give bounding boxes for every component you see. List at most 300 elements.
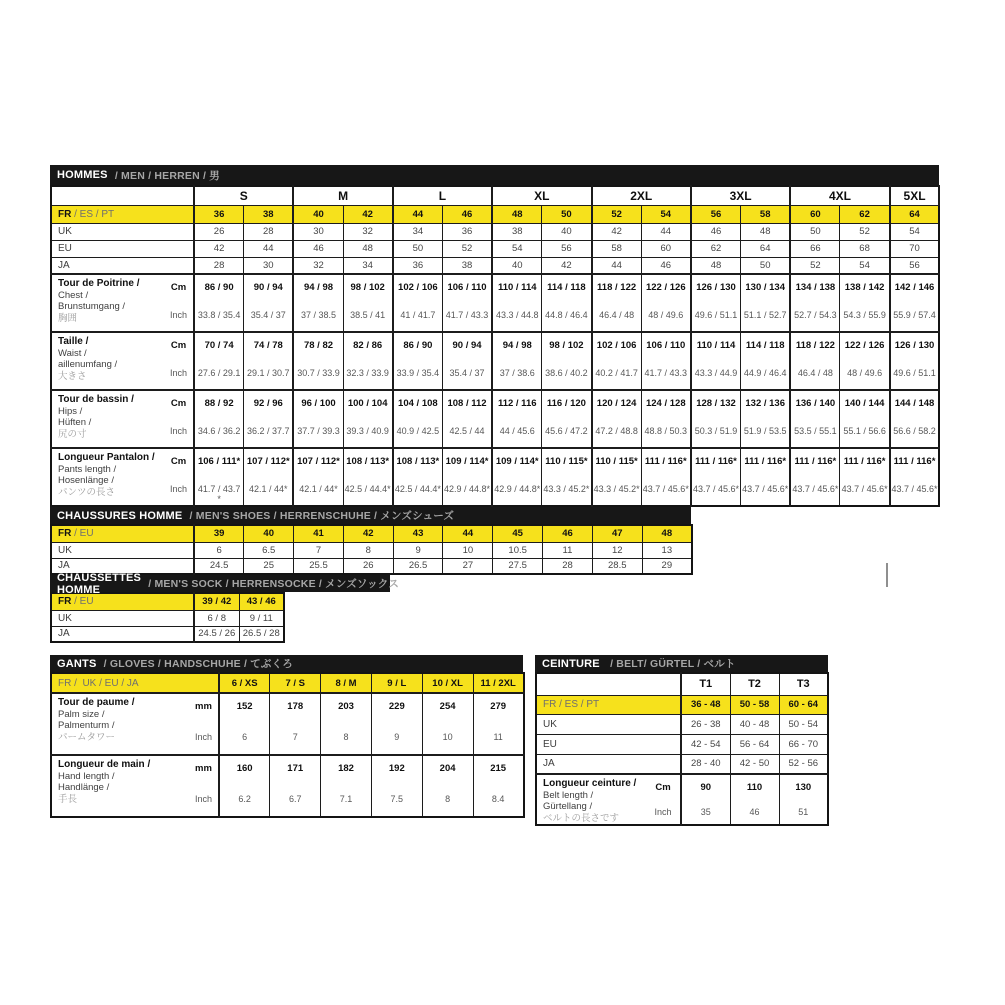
glove-size-header: 7 / S — [270, 673, 321, 693]
measure-cell — [293, 448, 343, 506]
gloves-section-title-bar — [50, 655, 523, 672]
inch-value: 43.3 / 45.2* — [543, 484, 590, 494]
ja-size-cell: 32 — [293, 257, 343, 274]
measure-cell — [321, 755, 372, 817]
inch-value: 35 — [700, 807, 711, 817]
measure-cell — [592, 274, 642, 332]
cm-value: 138 / 142 — [844, 282, 885, 293]
size-group-header: 3XL — [691, 186, 790, 205]
inch-value: 37 / 38.5 — [300, 310, 336, 320]
gloves-title-bold: GANTS — [57, 657, 97, 670]
cm-value: 110 / 114 — [696, 340, 736, 351]
gloves-section — [50, 655, 523, 818]
inch-value: 43.3 / 44.9 — [694, 368, 738, 378]
shoe-ja-cell: 28.5 — [592, 558, 642, 574]
belt-eu-row — [536, 734, 828, 754]
eu-size-cell: 54 — [492, 240, 542, 257]
socks-uk-label-cell: UK — [51, 610, 194, 626]
shoe-uk-cell: 6.5 — [244, 542, 294, 558]
fr-size-cell: 64 — [890, 205, 940, 223]
inch-value: 55.1 / 56.6 — [843, 426, 886, 436]
sock-uk-cell: 9 / 11 — [239, 610, 284, 626]
sock-size-cell: 43 / 46 — [239, 593, 284, 610]
hand-length-label-cell — [51, 755, 189, 817]
cm-value: 111 / 116* — [695, 456, 737, 467]
measure-cell — [492, 332, 542, 390]
measure-cell — [890, 332, 940, 390]
inch-value: 41 / 41.7 — [400, 310, 436, 320]
sock-ja-cell: 26.5 / 28 — [239, 626, 284, 642]
ja-size-cell: 40 — [492, 257, 542, 274]
inch-value: 48 / 49.6 — [847, 368, 883, 378]
uk-size-cell: 30 — [293, 223, 343, 240]
shoe-size-cell: 41 — [294, 525, 344, 542]
belt-eu-cell: 66 - 70 — [779, 734, 828, 754]
shoe-ja-cell: 27 — [443, 558, 493, 574]
measure-cell — [442, 274, 492, 332]
hand-length-unit-cell — [189, 755, 219, 817]
uk-size-cell: 42 — [592, 223, 642, 240]
eu-size-cell: 64 — [741, 240, 791, 257]
fr-size-cell: 40 — [293, 205, 343, 223]
measure-cell — [542, 390, 592, 448]
hips-label-cell — [51, 390, 164, 448]
cm-value: 204 — [439, 763, 456, 774]
hips-unit-cell — [164, 390, 194, 448]
inch-value: 43.7 / 45.6* — [891, 484, 938, 494]
fr-es-pt-row — [51, 205, 939, 223]
ja-size-cell: 34 — [343, 257, 393, 274]
ja-size-cell: 30 — [244, 257, 294, 274]
inch-value: 34.6 / 36.2 — [197, 426, 241, 436]
measure-cell — [244, 332, 294, 390]
cm-value: 152 — [236, 701, 253, 712]
cm-value: 94 / 98 — [502, 340, 532, 351]
ja-label-cell: JA — [51, 257, 194, 274]
belt-section — [535, 655, 828, 826]
shoe-size-cell: 46 — [543, 525, 593, 542]
measure-cell — [691, 448, 741, 506]
measure-cell — [542, 274, 592, 332]
fr-label: FR — [58, 596, 72, 608]
cm-value: 102 / 106 — [398, 282, 438, 293]
fr-es-pt-label-cell — [51, 205, 194, 223]
belt-title-bold: CEINTURE — [542, 657, 600, 670]
cm-value: 126 / 130 — [894, 340, 935, 351]
inch-value: 51 — [798, 807, 809, 817]
inch-value: 37 / 38.6 — [499, 368, 535, 378]
shoe-uk-cell: 10.5 — [493, 542, 543, 558]
socks-size-table — [50, 592, 285, 643]
eu-size-cell: 50 — [393, 240, 443, 257]
belt-ja-cell: 52 - 56 — [779, 754, 828, 774]
measure-cell — [194, 274, 244, 332]
inch-value: 29.1 / 30.7 — [247, 368, 290, 378]
hommes-title-bold: HOMMES — [57, 169, 108, 181]
shoe-uk-cell: 10 — [443, 542, 493, 558]
inch-value: 38.5 / 41 — [350, 310, 386, 320]
glove-size-header: 10 / XL — [422, 673, 473, 693]
inch-value: 51.1 / 52.7 — [743, 310, 787, 320]
unit-mm: mm — [195, 701, 212, 712]
fr-size-cell: 42 — [343, 205, 393, 223]
belt-size-cell: 60 - 64 — [779, 695, 828, 714]
cm-value: 86 / 90 — [403, 340, 433, 351]
inch-value: 41.7 / 43.3 — [644, 368, 688, 378]
cm-value: 128 / 132 — [696, 398, 736, 409]
glove-size-header: 8 / M — [321, 673, 372, 693]
cm-value: 88 / 92 — [204, 398, 234, 409]
uk-size-cell: 32 — [343, 223, 393, 240]
cm-value: 122 / 126 — [645, 282, 686, 293]
ja-size-cell: 48 — [691, 257, 741, 274]
cm-value: 178 — [287, 701, 304, 712]
label-line: ベルトの長さです — [543, 812, 620, 824]
pants-length-row — [51, 448, 939, 506]
unit-cm: Cm — [170, 282, 187, 293]
shoe-size-cell: 45 — [493, 525, 543, 542]
label-line: Handlänge / — [58, 782, 110, 794]
chest-label-cell — [51, 274, 164, 332]
shoes-section-title-bar — [50, 507, 691, 524]
inch-value: 43.7 / 45.6* — [792, 484, 839, 494]
measure-cell — [293, 332, 343, 390]
shoe-uk-cell: 11 — [543, 542, 593, 558]
inch-value: 54.3 / 55.9 — [843, 310, 886, 320]
inch-value: 48.8 / 50.3 — [644, 426, 688, 436]
shoe-uk-cell: 6 — [194, 542, 244, 558]
palm-size-label-cell — [51, 693, 189, 755]
cm-value: 110 / 115* — [595, 456, 638, 467]
shoe-size-cell: 48 — [642, 525, 692, 542]
gloves-size-table — [50, 672, 525, 818]
socks-ja-row — [51, 626, 284, 642]
shoe-uk-cell: 13 — [642, 542, 692, 558]
shoe-size-cell: 42 — [343, 525, 393, 542]
hommes-size-table — [50, 185, 940, 507]
label-line: Chest / — [58, 289, 89, 301]
eu-row — [51, 240, 939, 257]
cm-value: 118 / 122 — [597, 282, 637, 293]
label-line: Hüften / — [58, 417, 92, 429]
label-line: Hips / — [58, 405, 83, 417]
hips-row — [51, 390, 939, 448]
unit-inch: Inch — [169, 310, 187, 320]
size-group-header: M — [293, 186, 392, 205]
measure-cell — [343, 448, 393, 506]
unit-inch: Inch — [195, 794, 213, 804]
inch-value: 42.9 / 44.8* — [444, 484, 491, 494]
cm-value: 111 / 116* — [644, 456, 687, 467]
measure-cell — [393, 448, 443, 506]
eu-size-cell: 66 — [790, 240, 840, 257]
label-line: Belt length / — [543, 789, 594, 801]
measure-cell — [422, 693, 473, 755]
measure-cell — [641, 390, 691, 448]
ja-size-cell: 36 — [393, 257, 443, 274]
inch-value: 43.7 / 45.6* — [642, 484, 689, 494]
unit-inch: Inch — [169, 426, 187, 436]
cm-value: 122 / 126 — [844, 340, 885, 351]
cm-value: 96 / 100 — [301, 398, 336, 409]
inch-value: 55.9 / 57.4 — [893, 310, 936, 320]
uk-size-cell: 40 — [542, 223, 592, 240]
measure-cell — [393, 274, 443, 332]
belt-empty-corner-cell — [536, 673, 681, 695]
inch-value: 49.6 / 51.1 — [694, 310, 738, 320]
socks-section-title-bar — [50, 571, 400, 596]
measure-cell — [270, 693, 321, 755]
chest-row — [51, 274, 939, 332]
measure-cell — [343, 332, 393, 390]
measure-cell — [840, 332, 890, 390]
eu-size-cell: 42 — [194, 240, 244, 257]
shoe-ja-cell: 26.5 — [393, 558, 443, 574]
ja-size-cell: 42 — [542, 257, 592, 274]
measure-cell — [741, 332, 791, 390]
inch-value: 44.9 / 46.4 — [743, 368, 787, 378]
cm-value: 130 / 134 — [745, 282, 785, 293]
label-line: 胸囲 — [58, 312, 78, 324]
cm-value: 110 — [746, 782, 763, 793]
inch-value: 45.6 / 47.2 — [545, 426, 588, 436]
belt-tier-header-row — [536, 673, 828, 695]
belt-length-label-cell — [536, 774, 646, 825]
size-group-header: 5XL — [890, 186, 940, 205]
belt-fr-es-pt-row — [536, 695, 828, 714]
ja-size-cell: 50 — [741, 257, 791, 274]
cm-value: 140 / 144 — [844, 398, 885, 409]
es-pt-label: / ES / PT — [71, 208, 115, 220]
cm-value: 111 / 116* — [794, 456, 837, 467]
measure-cell — [244, 448, 294, 506]
label-line: Palm size / — [58, 708, 105, 720]
label-line: Hand length / — [58, 770, 115, 782]
inch-value: 7 — [292, 732, 298, 742]
cm-value: 110 / 115* — [545, 456, 588, 467]
inch-value: 6.2 — [238, 794, 251, 804]
measure-cell — [270, 755, 321, 817]
eu-size-cell: 62 — [691, 240, 741, 257]
uk-label-cell: UK — [51, 223, 194, 240]
measure-cell — [371, 693, 422, 755]
inch-value: 32.3 / 33.9 — [346, 368, 389, 378]
measure-cell — [194, 332, 244, 390]
measure-cell — [790, 390, 840, 448]
measure-cell — [890, 448, 940, 506]
inch-value: 7.5 — [390, 794, 404, 804]
ja-size-cell: 38 — [442, 257, 492, 274]
cm-value: 106 / 110 — [447, 282, 487, 293]
fr-size-cell: 54 — [641, 205, 691, 223]
inch-value: 41.7 / 43.3 — [445, 310, 489, 320]
cm-value: 171 — [287, 763, 304, 774]
uk-size-cell: 34 — [393, 223, 443, 240]
inch-value: 48 / 49.6 — [648, 310, 684, 320]
gloves-header-row — [51, 673, 524, 693]
cm-value: 92 / 96 — [253, 398, 283, 409]
fr-size-cell: 46 — [442, 205, 492, 223]
fr-size-cell: 38 — [244, 205, 294, 223]
belt-uk-label-cell: UK — [536, 714, 681, 734]
belt-uk-cell: 26 - 38 — [681, 714, 730, 734]
belt-eu-cell: 56 - 64 — [730, 734, 779, 754]
cm-value: 94 / 98 — [303, 282, 334, 293]
eu-size-cell: 70 — [890, 240, 940, 257]
inch-value: 33.8 / 35.4 — [197, 310, 241, 320]
measure-cell — [393, 332, 443, 390]
shoe-uk-cell: 9 — [393, 542, 443, 558]
cm-value: 108 / 113* — [396, 456, 440, 467]
measure-cell — [641, 274, 691, 332]
sock-size-cell: 39 / 42 — [194, 593, 239, 610]
cm-value: 132 / 136 — [745, 398, 785, 409]
measure-cell — [293, 274, 343, 332]
cm-value: 111 / 116* — [893, 456, 936, 467]
measure-cell — [790, 274, 840, 332]
measure-cell — [343, 390, 393, 448]
shoes-size-table — [50, 524, 693, 575]
cm-value: 134 / 138 — [795, 282, 836, 293]
shoe-ja-cell: 24.5 — [194, 558, 244, 574]
measure-cell — [244, 274, 294, 332]
measure-cell — [422, 755, 473, 817]
cm-value: 90 — [700, 782, 712, 793]
shoe-uk-cell: 12 — [592, 542, 642, 558]
cm-value: 112 / 116 — [497, 398, 537, 409]
eu-size-cell: 68 — [840, 240, 890, 257]
belt-eu-label-cell: EU — [536, 734, 681, 754]
ja-size-cell: 54 — [840, 257, 890, 274]
glove-size-header: 6 / XS — [219, 673, 270, 693]
hommes-section-title-bar — [50, 165, 939, 185]
uk-size-cell: 52 — [840, 223, 890, 240]
inch-value: 43.3 / 44.8 — [495, 310, 539, 320]
hommes-title-rest: / MEN / HERREN / 男 — [111, 169, 220, 182]
cm-value: 118 / 122 — [795, 340, 835, 351]
measure-cell — [691, 332, 741, 390]
inch-value: 43.7 / 45.6* — [742, 484, 789, 494]
eu-size-cell: 44 — [244, 240, 294, 257]
eu-label: / EU — [71, 596, 94, 608]
fr-label: FR — [58, 208, 72, 220]
label-line: Hosenlänge / — [58, 475, 114, 487]
inch-value: 27.6 / 29.1 — [197, 368, 241, 378]
measure-cell — [492, 390, 542, 448]
inch-value: 43.3 / 45.2* — [593, 484, 640, 494]
shoe-uk-cell: 8 — [343, 542, 393, 558]
fr-size-cell: 60 — [790, 205, 840, 223]
eu-size-cell: 56 — [542, 240, 592, 257]
cm-value: 279 — [490, 701, 507, 712]
fr-size-cell: 50 — [542, 205, 592, 223]
measure-cell — [219, 693, 270, 755]
measure-cell — [442, 448, 492, 506]
fr-size-cell: 58 — [741, 205, 791, 223]
measure-cell — [691, 390, 741, 448]
label-line: Palmenturm / — [58, 720, 115, 732]
belt-size-table — [535, 672, 829, 826]
inch-value: 42.9 / 44.8* — [494, 484, 541, 494]
inch-value: 10 — [442, 732, 453, 742]
belt-ja-cell: 42 - 50 — [730, 754, 779, 774]
measure-cell — [293, 390, 343, 448]
inch-value: 8 — [445, 794, 451, 804]
shoe-ja-cell: 25.5 — [294, 558, 344, 574]
palm-size-row — [51, 693, 524, 755]
glove-size-header: 9 / L — [371, 673, 422, 693]
size-group-header-row — [51, 186, 939, 205]
eu-size-cell: 48 — [343, 240, 393, 257]
label-line: 手長 — [58, 793, 78, 805]
inch-value: 42.5 / 44 — [449, 426, 485, 436]
socks-fr-eu-row — [51, 593, 284, 610]
measure-cell — [890, 390, 940, 448]
belt-fr-label-cell — [536, 695, 681, 714]
socks-fr-eu-label-cell — [51, 593, 194, 610]
shoe-ja-cell: 25 — [244, 558, 294, 574]
uk-size-cell: 38 — [492, 223, 542, 240]
inch-value: 35.4 / 37 — [449, 368, 485, 378]
cm-value: 192 — [388, 763, 405, 774]
inch-value: 50.3 / 51.9 — [694, 426, 738, 436]
cm-value: 254 — [439, 701, 456, 712]
inch-value: 46 — [749, 807, 760, 817]
sock-uk-cell: 6 / 8 — [194, 610, 239, 626]
inch-value: 42.1 / 44* — [299, 484, 338, 494]
measure-cell — [442, 332, 492, 390]
uk-size-cell: 28 — [244, 223, 294, 240]
measure-cell — [681, 774, 730, 825]
uk-row — [51, 223, 939, 240]
main-column — [50, 165, 939, 643]
inch-value: 7.1 — [339, 794, 353, 804]
measure-cell — [790, 332, 840, 390]
inch-value: 53.5 / 55.1 — [794, 426, 837, 436]
shoes-fr-eu-label-cell — [51, 525, 194, 542]
fr-size-cell: 44 — [393, 205, 443, 223]
inch-value: 6.7 — [288, 794, 302, 804]
belt-size-cell: 50 - 58 — [730, 695, 779, 714]
inch-value: 49.6 / 51.1 — [893, 368, 936, 378]
belt-uk-cell: 50 - 54 — [779, 714, 828, 734]
inch-value: 44 / 45.6 — [499, 426, 535, 436]
measure-cell — [592, 448, 642, 506]
inch-value: 51.9 / 53.5 — [743, 426, 787, 436]
label-line: Longueur Pantalon / — [58, 452, 155, 463]
measure-cell — [321, 693, 372, 755]
unit-inch: Inch — [654, 807, 672, 817]
measure-cell — [641, 332, 691, 390]
measure-cell — [730, 774, 779, 825]
inch-value: 46.4 / 48 — [599, 310, 635, 320]
measure-cell — [492, 274, 542, 332]
size-group-header: 2XL — [592, 186, 691, 205]
cm-value: 86 / 90 — [204, 282, 234, 293]
ja-size-cell: 46 — [641, 257, 691, 274]
measure-cell — [542, 448, 592, 506]
inch-value: 41.7 / 43.7 * — [197, 484, 241, 504]
unit-inch: Inch — [195, 732, 213, 742]
cm-value: 142 / 146 — [894, 282, 935, 293]
socks-title-bold: CHAUSSETTES HOMME — [57, 571, 142, 596]
inch-value: 46.4 / 48 — [797, 368, 833, 378]
stray-mark — [886, 563, 888, 587]
eu-size-cell: 60 — [641, 240, 691, 257]
measure-cell — [371, 755, 422, 817]
inch-value: 11 — [493, 732, 503, 742]
shoes-uk-row — [51, 542, 692, 558]
